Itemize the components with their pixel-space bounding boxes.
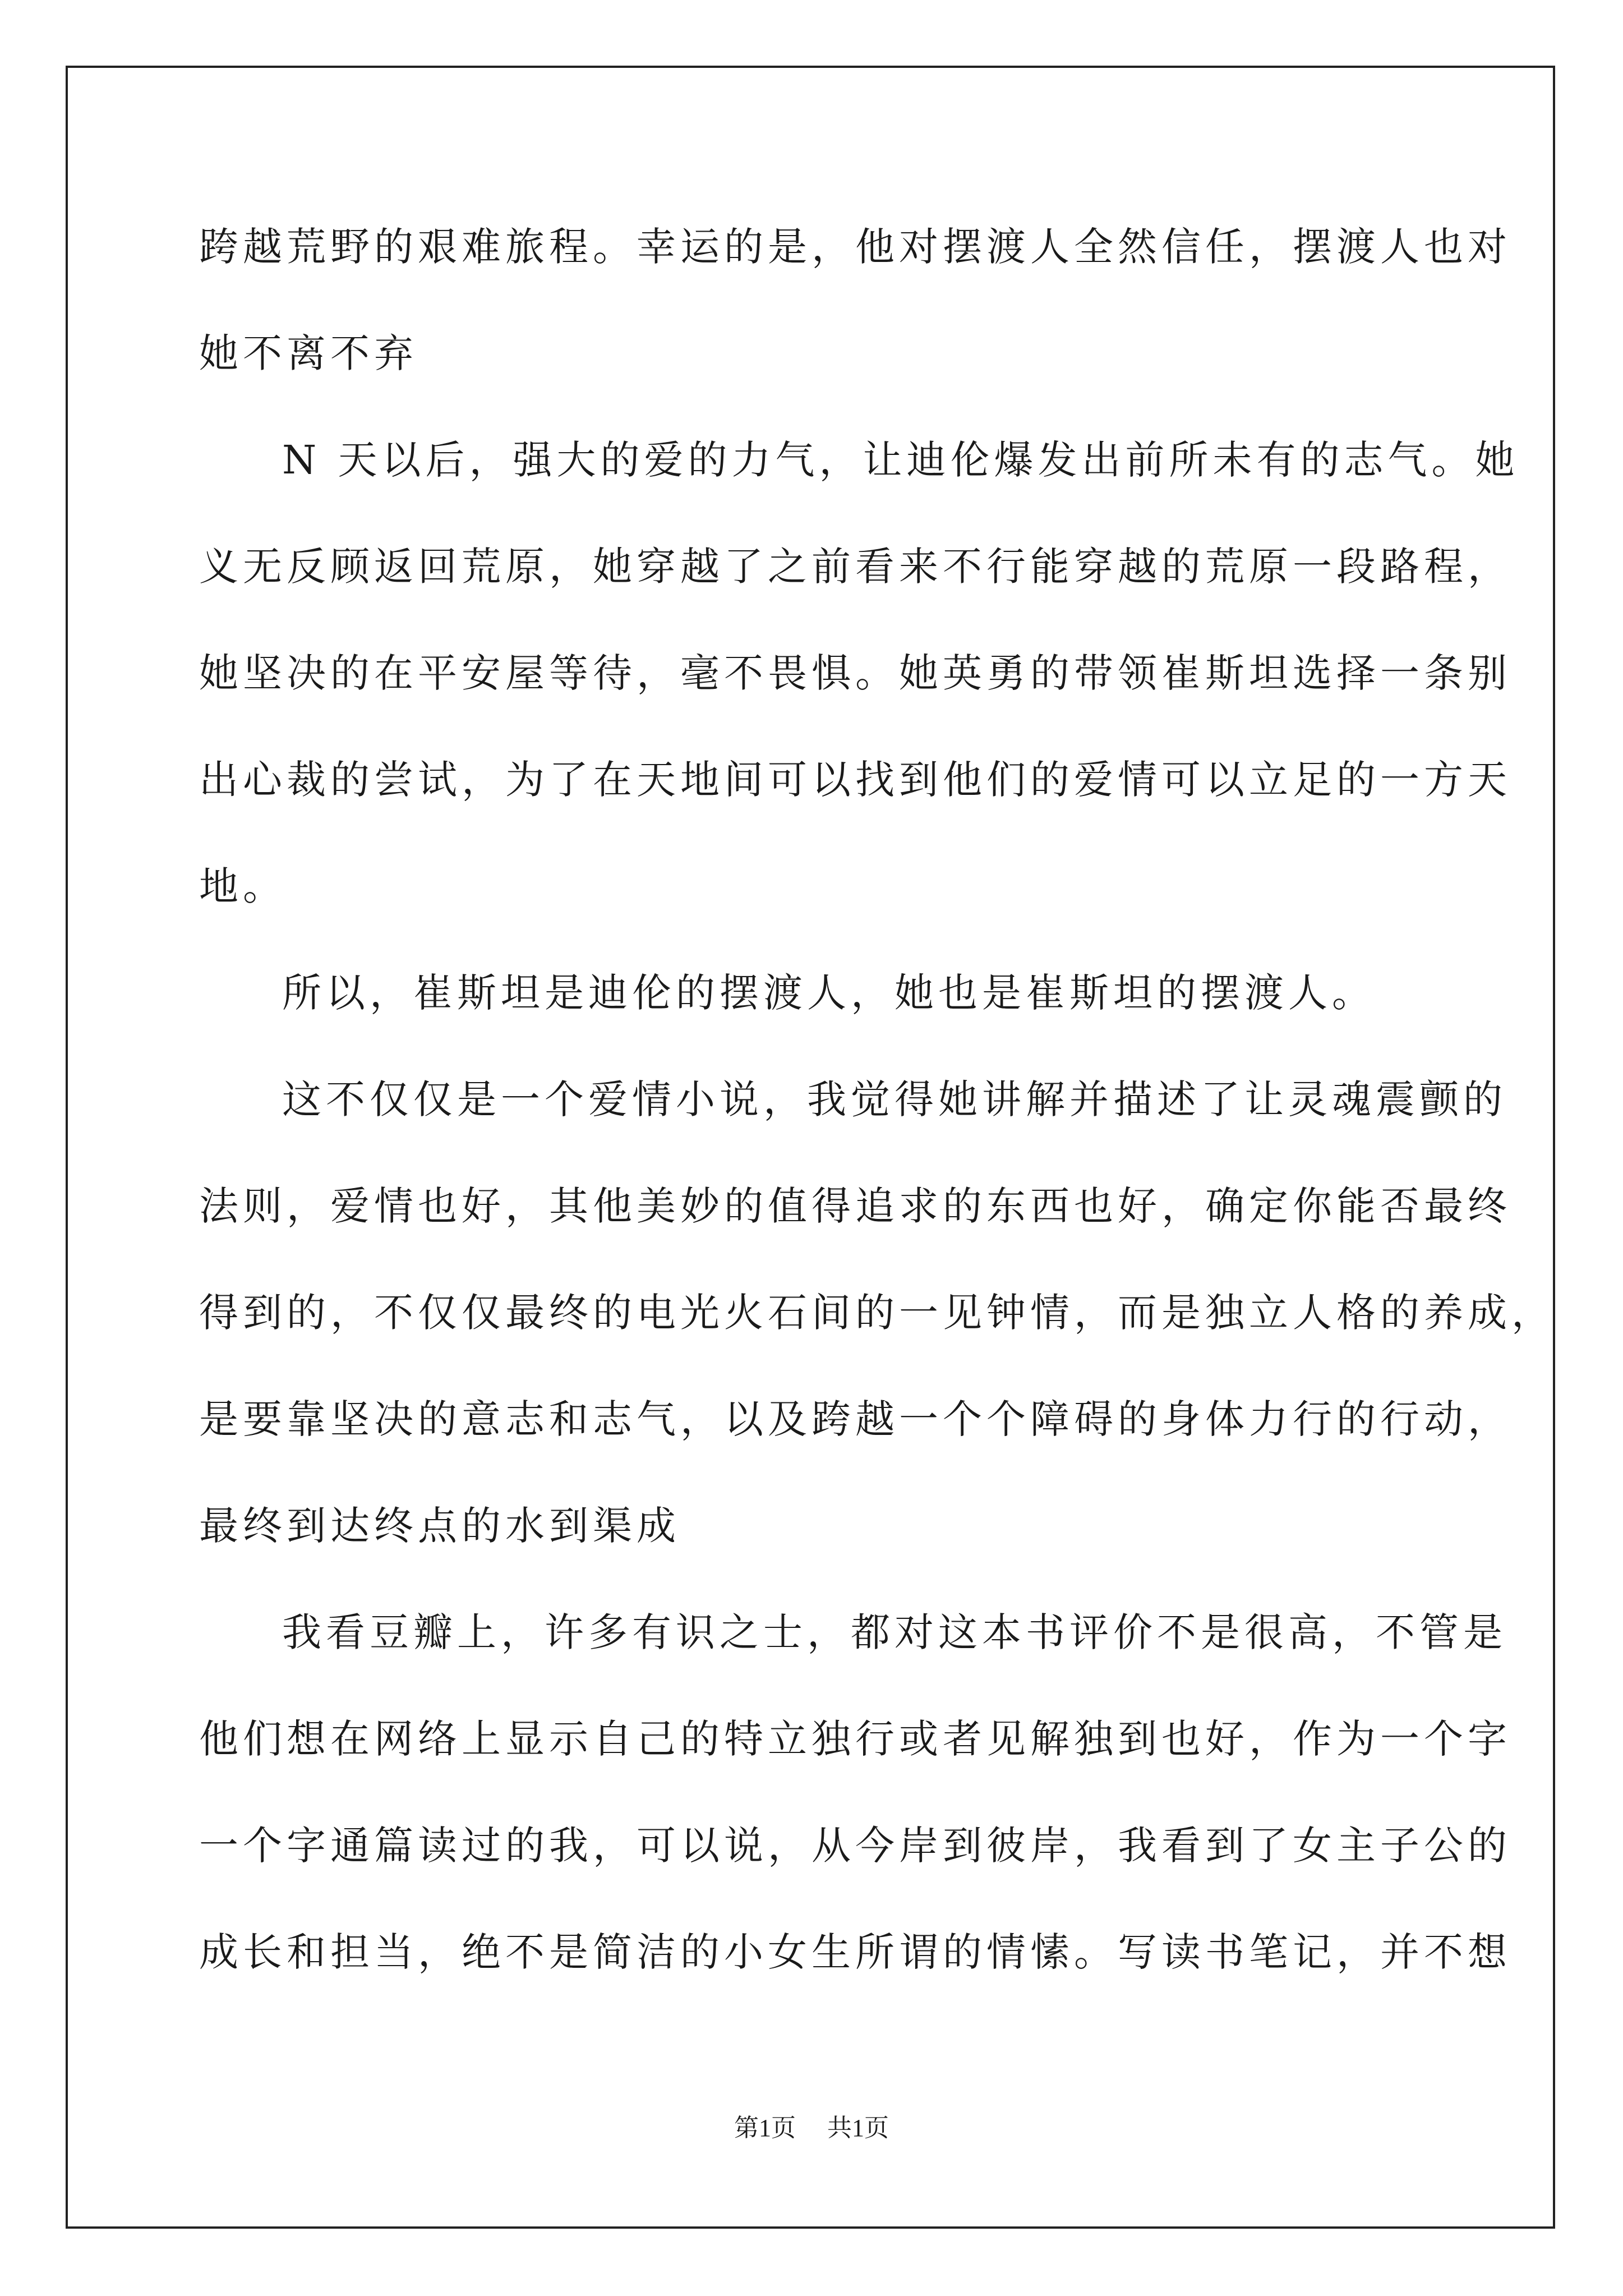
text-line: 她坚决的在平安屋等待，毫不畏惧。她英勇的带领崔斯坦选择一条别 — [199, 650, 1511, 696]
paragraph-start-line: 所以，崔斯坦是迪伦的摆渡人，她也是崔斯坦的摆渡人。 — [282, 970, 1376, 1016]
text-line: 最终到达终点的水到渠成 — [199, 1503, 680, 1549]
text-line: 出心裁的尝试，为了在天地间可以找到他们的爱情可以立足的一方天 — [199, 757, 1511, 803]
paragraph-start-line: 我看豆瓣上，许多有识之士，都对这本书评价不是很高，不管是 — [282, 1609, 1507, 1655]
text-line: 得到的，不仅仅最终的电光火石间的一见钟情，而是独立人格的养成， — [199, 1290, 1555, 1336]
text-line: 跨越荒野的艰难旅程。幸运的是，他对摆渡人全然信任，摆渡人也对 — [199, 224, 1511, 270]
text-line: 义无反顾返回荒原，她穿越了之前看来不行能穿越的荒原一段路程， — [199, 544, 1511, 590]
text-line: 一个字通篇读过的我，可以说，从今岸到彼岸，我看到了女主子公的 — [199, 1823, 1511, 1869]
paragraph-start-line: 这不仅仅是一个爱情小说，我觉得她讲解并描述了让灵魂震颤的 — [282, 1076, 1507, 1122]
page-number: 第1页 — [734, 2114, 796, 2142]
text-line: 他们想在网络上显示自己的特立独行或者见解独到也好，作为一个字 — [199, 1716, 1511, 1762]
page-footer — [0, 2111, 1623, 2145]
text-line: 成长和担当，绝不是简洁的小女生所谓的情愫。写读书笔记，并不想 — [199, 1929, 1511, 1975]
paragraph-start-line: N 天以后，强大的爱的力气，让迪伦爆发出前所未有的志气。她 — [282, 437, 1519, 483]
text-line: 她不离不弃 — [199, 330, 418, 376]
text-line: 是要靠坚决的意志和志气，以及跨越一个个障碍的身体力行的行动， — [199, 1396, 1511, 1442]
page-total: 共1页 — [827, 2114, 889, 2142]
text-line: 地。 — [199, 863, 287, 909]
text-line: 法则，爱情也好，其他美妙的值得追求的东西也好，确定你能否最终 — [199, 1183, 1511, 1229]
document-body — [199, 194, 1555, 2005]
